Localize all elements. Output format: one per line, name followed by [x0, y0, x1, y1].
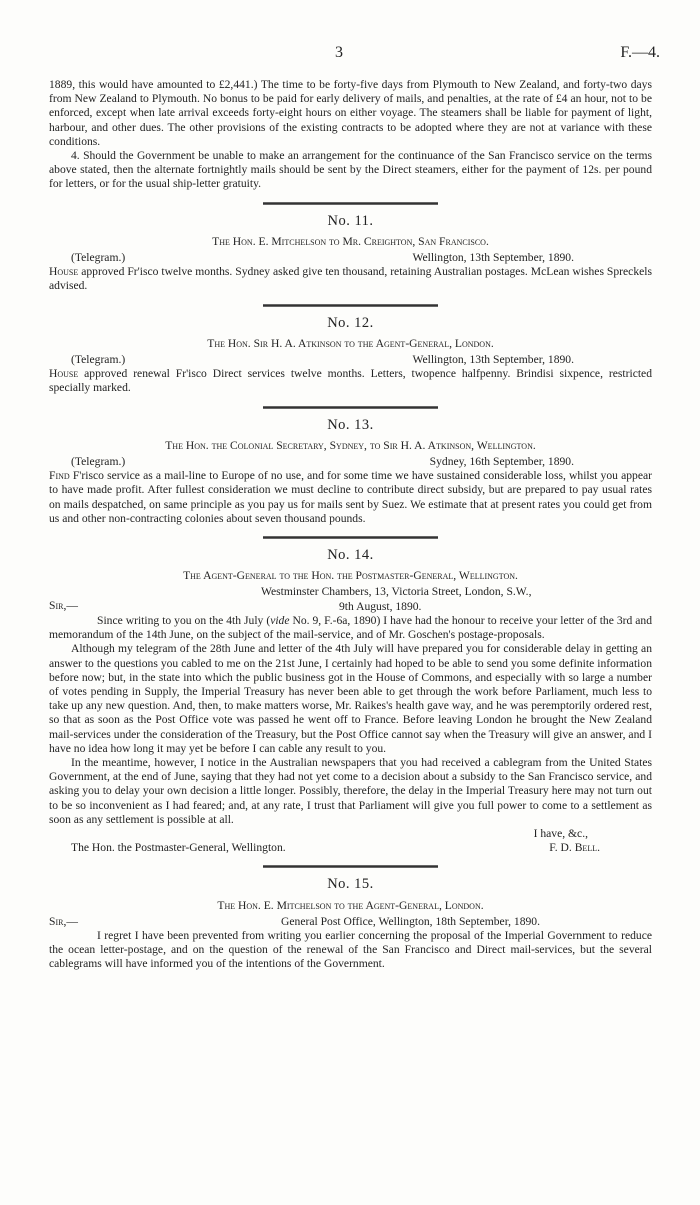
- lead-word: House: [49, 367, 79, 381]
- document-reference: F.—4.: [620, 44, 660, 61]
- telegram-label: (Telegram.): [71, 455, 126, 469]
- telegram-label: (Telegram.): [71, 251, 126, 265]
- continued-paragraph: 1889, this would have amounted to £2,441.) The time to be forty-five days from Plymouth to New Zealand, and forty-two days from New Zealand to Plymouth. No bonus to be paid for early delivery of mails, and penalties, at the rate of £4 an hour, not to be enforced, except when late arrival exceeds forty-eight hours on either voyage. The steamers shall be liable for payment of light, harbour, and other dues. The other provisions of the existing contracts to be adopted where they are not at variance with these conditions.: [49, 78, 652, 148]
- item-13-dateline: [49, 455, 652, 469]
- salutation: Sir,—: [49, 599, 78, 613]
- item-14-para-1: Since writing to you on the 4th July (vide No. 9, F.-6a, 1890) I have had the honour to receive your letter of the 3rd and memorandum of the 14th June, on the subject of the mail-service, and of Mr. Goschen's postage-proposals.: [49, 613, 652, 642]
- item-12-dateline: [49, 353, 652, 367]
- item-11-body: House approved Fr'isco twelve months. Sydney asked give ten thousand, retaining Australian postages. McLean wishes Spreckels advised.: [49, 265, 652, 293]
- section-divider: [263, 304, 438, 307]
- item-14-date: 9th August, 1890.: [339, 599, 422, 613]
- item-14-address-line: Westminster Chambers, 13, Victoria Street, London, S.W.,: [261, 585, 532, 599]
- item-14-dateline: [49, 585, 652, 613]
- item-14-para-3: In the meantime, however, I notice in the Australian newspapers that you had received a cablegram from the United States Government, at the end of June, saying that they had not yet come to a decision about a subsidy to the San Francisco service, and asking you to delay your own decision a little longer. Possibly, therefore, the delay in the Imperial Treasury here may not turn out to be so inconvenient as I had feared; and, at any rate, I trust that Parliament will give you full power to come to a settlement as soon as any settlement is possible at all.: [49, 755, 652, 826]
- document-body: [49, 78, 652, 972]
- closing: I have, &c.,: [533, 826, 588, 840]
- item-13-address: The Hon. the Colonial Secretary, Sydney, to Sir H. A. Atkinson, Wellington.: [165, 438, 536, 452]
- lead-word: Find: [49, 469, 70, 483]
- item-14-address: The Agent-General to the Hon. the Postmaster-General, Wellington.: [183, 569, 518, 583]
- item-15-place-date: General Post Office, Wellington, 18th September, 1890.: [281, 914, 540, 928]
- item-12-heading: No. 12.: [327, 314, 374, 331]
- item-14-heading: No. 14.: [327, 547, 374, 564]
- item-11-place-date: Wellington, 13th September, 1890.: [412, 251, 574, 265]
- section-divider: [263, 536, 438, 539]
- item-15-heading: No. 15.: [327, 876, 374, 893]
- item-14-signature-row: [49, 841, 652, 855]
- telegram-label: (Telegram.): [71, 353, 126, 367]
- continued-paragraph-4: 4. Should the Government be unable to make an arrangement for the continuance of the San Francisco service on the terms above stated, then the alternate fortnightly mails should be sent by the Direct steamers, either for the payment of 12s. per pound for letters, or for the usual ship-letter gratuity.: [49, 149, 652, 191]
- lead-word: House: [49, 265, 79, 279]
- item-12-place-date: Wellington, 13th September, 1890.: [412, 353, 574, 367]
- section-divider: [263, 202, 438, 205]
- item-11-dateline: [49, 251, 652, 265]
- item-14-para-2: Although my telegram of the 28th June and letter of the 4th July will have prepared you for considerable delay in getting an answer to the questions you cabled to me on the 21st June, I certainly had hoped to be able to send you some definite information before now; but, in the state into which the public business got in the House of Commons, and especially with so large a number of votes pending in Supply, the Imperial Treasury has never been able to get through the work before Parliament, much less to take up any new question. And, then, to make matters worse, Mr. Raikes's health gave way, and he was peremptorily ordered rest, so that as soon as the Post Office vote was passed he went off to France. Before leaving London he brought the New Zealand mail-services under the consideration of the Treasury, but the Post Office cannot say when the Treasury will give an answer, and I have no idea how long it may yet be before I can cable any result to you.: [49, 642, 652, 755]
- item-12-address: The Hon. Sir H. A. Atkinson to the Agent-General, London.: [207, 336, 494, 350]
- salutation: Sir,—: [49, 914, 78, 928]
- item-15-address: The Hon. E. Mitchelson to the Agent-General, London.: [217, 898, 484, 912]
- item-15-dateline: [49, 915, 652, 929]
- item-11-address: The Hon. E. Mitchelson to Mr. Creighton, San Francisco.: [212, 234, 489, 248]
- signature: F. D. Bell.: [549, 841, 600, 855]
- section-divider: [263, 865, 438, 868]
- section-divider: [263, 406, 438, 409]
- item-14-place: [261, 585, 532, 613]
- item-11-heading: No. 11.: [327, 212, 374, 229]
- recipient: The Hon. the Postmaster-General, Wellington.: [71, 841, 286, 855]
- item-13-place-date: Sydney, 16th September, 1890.: [429, 455, 574, 469]
- item-12-body: House approved renewal Fr'isco Direct services twelve months. Letters, twopence halfpenny. Brindisi sixpence, restricted specially marked.: [49, 367, 652, 395]
- item-13-heading: No. 13.: [327, 416, 374, 433]
- page-number: 3: [335, 44, 343, 61]
- item-15-para-1: I regret I have been prevented from writing you earlier concerning the proposal of the Imperial Government to reduce the ocean letter-postage, and on the question of the renewal of the San Francisco and Direct mail-services, but the several cablegrams will have informed you of the intentions of the Government.: [49, 928, 652, 971]
- item-13-body: Find F'risco service as a mail-line to Europe of no use, and for some time we have sustained considerable loss, whilst you appear to have made profit. After fullest consideration we must decline to contribute direct subsidy, but are prepared to pay usual rates on mails despatched, on same principle as you pay us for mails sent by Suez. We estimate that at present rates you could get from us and other non-contracting colonies about seven thousand pounds.: [49, 469, 652, 525]
